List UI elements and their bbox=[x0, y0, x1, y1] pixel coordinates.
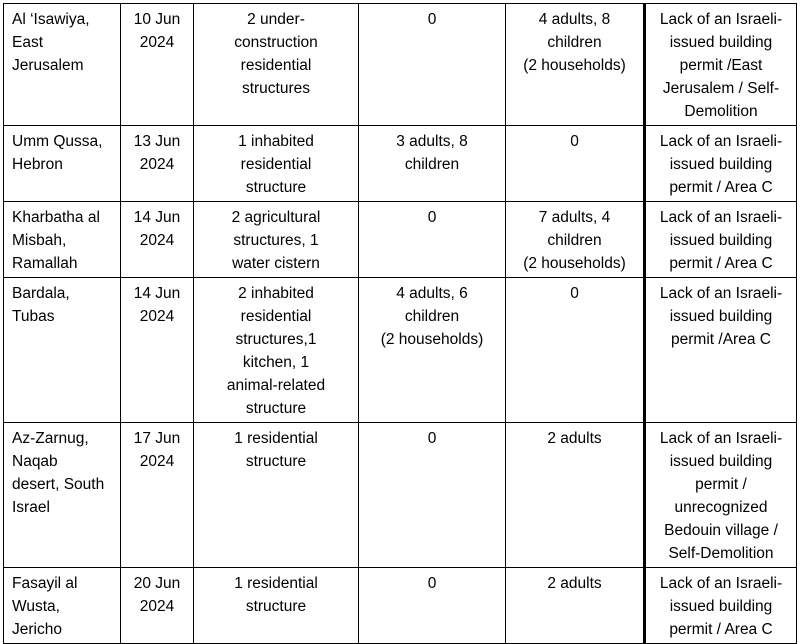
displaced-cell: 0 bbox=[359, 202, 506, 278]
reason-cell: Lack of an Israeli- issued building permit /East Jerusalem / Self- Demolition bbox=[645, 4, 797, 126]
table-row bbox=[4, 423, 797, 568]
reason-cell: Lack of an Israeli- issued building permit / Area C bbox=[645, 126, 797, 202]
reason-cell: Lack of an Israeli- issued building permit / Area C bbox=[645, 568, 797, 644]
table-row bbox=[4, 278, 797, 423]
reason-cell: Lack of an Israeli- issued building permit / Area C bbox=[645, 202, 797, 278]
affected-cell: 4 adults, 8 children (2 households) bbox=[506, 4, 645, 126]
displaced-cell: 0 bbox=[359, 4, 506, 126]
displaced-cell: 0 bbox=[359, 568, 506, 644]
structures-cell: 2 under- construction residential structures bbox=[194, 4, 359, 126]
location-cell: Kharbatha al Misbah, Ramallah bbox=[4, 202, 121, 278]
affected-cell: 2 adults bbox=[506, 423, 645, 568]
structures-cell: 2 agricultural structures, 1 water cistern bbox=[194, 202, 359, 278]
reason-cell: Lack of an Israeli- issued building permit / unrecognized Bedouin village / Self-Demolition bbox=[645, 423, 797, 568]
date-cell: 14 Jun 2024 bbox=[121, 202, 194, 278]
affected-cell: 0 bbox=[506, 278, 645, 423]
location-cell: Bardala, Tubas bbox=[4, 278, 121, 423]
demolitions-table bbox=[3, 3, 797, 644]
location-cell: Fasayil al Wusta, Jericho bbox=[4, 568, 121, 644]
table-row bbox=[4, 568, 797, 644]
table-row bbox=[4, 4, 797, 126]
table-row bbox=[4, 126, 797, 202]
location-cell: Umm Qussa, Hebron bbox=[4, 126, 121, 202]
date-cell: 20 Jun 2024 bbox=[121, 568, 194, 644]
structures-cell: 1 inhabited residential structure bbox=[194, 126, 359, 202]
date-cell: 14 Jun 2024 bbox=[121, 278, 194, 423]
affected-cell: 7 adults, 4 children (2 households) bbox=[506, 202, 645, 278]
structures-cell: 2 inhabited residential structures,1 kitchen, 1 animal-related structure bbox=[194, 278, 359, 423]
displaced-cell: 0 bbox=[359, 423, 506, 568]
date-cell: 17 Jun 2024 bbox=[121, 423, 194, 568]
affected-cell: 2 adults bbox=[506, 568, 645, 644]
date-cell: 13 Jun 2024 bbox=[121, 126, 194, 202]
structures-cell: 1 residential structure bbox=[194, 568, 359, 644]
location-cell: Al ‘Isawiya, East Jerusalem bbox=[4, 4, 121, 126]
affected-cell: 0 bbox=[506, 126, 645, 202]
displaced-cell: 3 adults, 8 children bbox=[359, 126, 506, 202]
date-cell: 10 Jun 2024 bbox=[121, 4, 194, 126]
location-cell: Az-Zarnug, Naqab desert, South Israel bbox=[4, 423, 121, 568]
structures-cell: 1 residential structure bbox=[194, 423, 359, 568]
reason-cell: Lack of an Israeli- issued building permit /Area C bbox=[645, 278, 797, 423]
table-row bbox=[4, 202, 797, 278]
displaced-cell: 4 adults, 6 children (2 households) bbox=[359, 278, 506, 423]
